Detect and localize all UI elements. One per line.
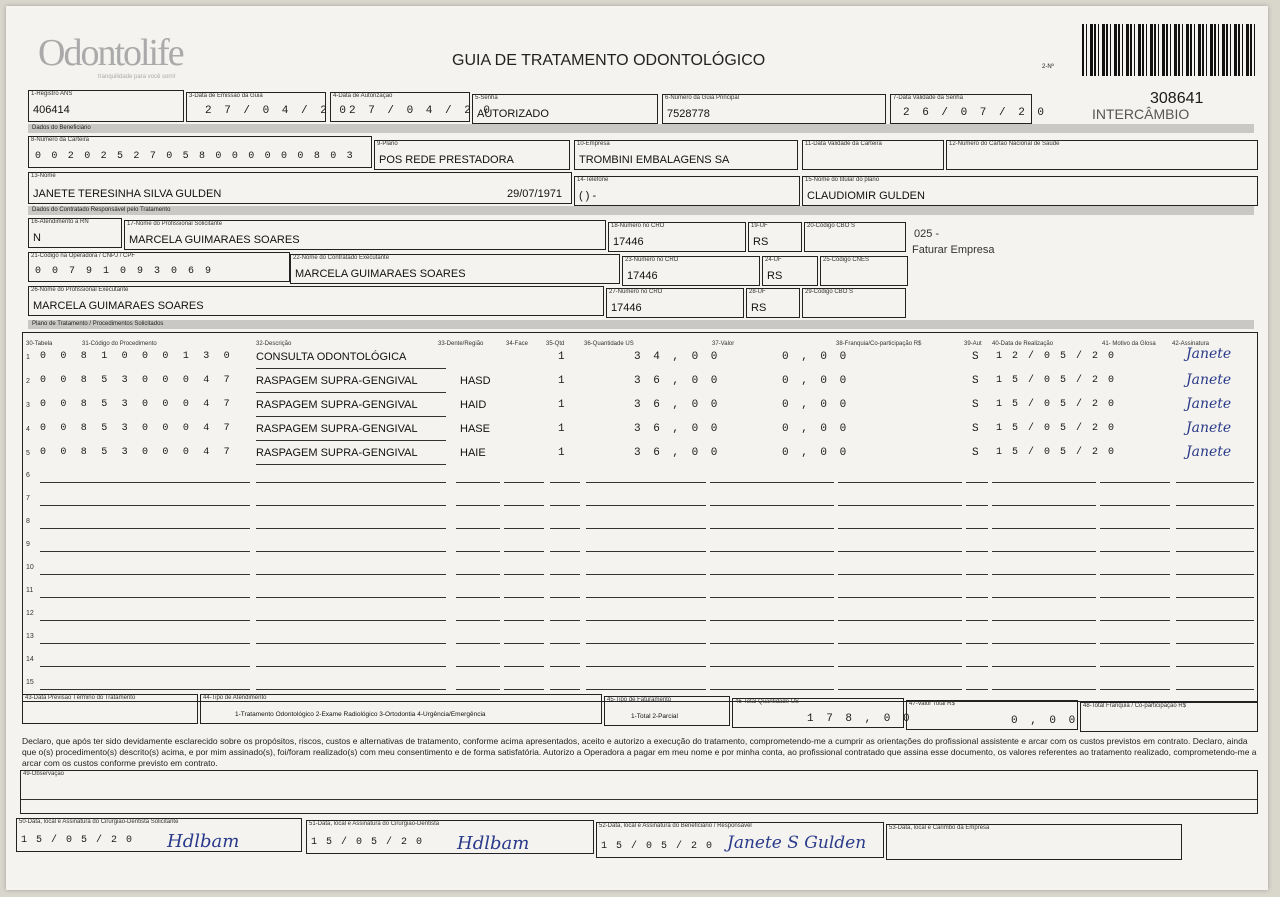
patient-signature: Janete bbox=[1186, 444, 1232, 460]
field-data-emissao[interactable]: 3-Data de Emissão da Guia 2 7 / 0 4 / 2 0 bbox=[186, 92, 326, 122]
field-profissional-executante[interactable]: 26-Nome do Profissional Executante MARCELA GUIMARAES SOARES bbox=[28, 286, 604, 316]
field-empresa[interactable]: 10-Empresa TROMBINI EMBALAGENS SA bbox=[574, 140, 798, 170]
dentist-signature: Hdlbam bbox=[457, 833, 530, 854]
faturamento-note-code: 025 - bbox=[914, 228, 940, 240]
patient-signature: Janete S Gulden bbox=[727, 833, 867, 853]
section-contratado: Dados do Contratado Responsável pelo Tratamento bbox=[28, 206, 1254, 215]
signature-box-empresa[interactable]: 53-Data, local e Carimbo da Empresa bbox=[886, 824, 1182, 860]
field-uf-executante[interactable]: 24-UF RS bbox=[762, 256, 818, 286]
section-plano: Plano de Tratamento / Procedimentos Solicitados bbox=[28, 320, 1254, 329]
field-total-franquia[interactable]: 48-Total Franquia / Co-participação R$ bbox=[1080, 702, 1258, 732]
logo-tagline: tranquilidade para você sorrir bbox=[98, 74, 176, 80]
patient-signature: Janete bbox=[1186, 396, 1232, 412]
form-title: GUIA DE TRATAMENTO ODONTOLÓGICO bbox=[452, 52, 766, 69]
field-tipo-faturamento[interactable]: 45-Tipo de Faturamento 1-Total 2-Parcial bbox=[604, 696, 730, 726]
field-senha[interactable]: 5-Senha AUTORIZADO bbox=[472, 94, 658, 124]
barcode-icon bbox=[1082, 24, 1257, 76]
signature-box-dentista[interactable]: 51-Data, local e Assinatura do Cirurgião-Dentista 1 5 / 0 5 / 2 0 Hdlbam bbox=[306, 820, 594, 854]
field-uf-prof-exec[interactable]: 28-UF RS bbox=[746, 288, 800, 318]
field-registro-ans[interactable]: 1-Registro ANS 406414 bbox=[28, 90, 184, 122]
guide-number: 308641 bbox=[1150, 90, 1204, 107]
field-contratado-executante[interactable]: 22-Nome do Contratado Executante MARCELA GUIMARAES SOARES bbox=[290, 254, 620, 284]
field-valor-total[interactable]: 47-Valor Total R$ 0 , 0 0 bbox=[906, 700, 1078, 730]
field-validade-carteira[interactable]: 11-Data Validade da Carteira bbox=[802, 140, 944, 170]
field-cro-solicitante[interactable]: 18-Número no CRO 17446 bbox=[608, 222, 746, 252]
patient-signature: Janete bbox=[1186, 346, 1232, 362]
field-nome[interactable]: 13-Nome JANETE TERESINHA SILVA GULDEN 29/07/1971 bbox=[28, 172, 572, 204]
odontolife-logo: Odontolife bbox=[38, 32, 183, 74]
field-cns[interactable]: 12-Número do Cartão Nacional de Saúde bbox=[946, 140, 1258, 170]
dentist-signature: Hdlbam bbox=[167, 831, 240, 852]
field-cbo-prof-exec[interactable]: 29-Código CBO S bbox=[802, 288, 906, 318]
field-tipo-atendimento[interactable]: 44-Tipo de Atendimento 1-Tratamento Odontológico 2-Exame Radiológico 3-Ortodontia 4-Urgência/Emergência bbox=[200, 694, 602, 724]
field-uf-solicitante[interactable]: 19-UF RS bbox=[748, 222, 802, 252]
field-total-us[interactable]: 46-Total Quantidade US 1 7 8 , 0 0 bbox=[732, 698, 904, 728]
field-guia-principal[interactable]: 6-Número da Guia Principal 7528778 bbox=[662, 94, 886, 124]
field-observacao[interactable]: 49-Observação bbox=[20, 770, 1258, 814]
guide-no-label: 2-Nº bbox=[1042, 64, 1054, 70]
field-profissional-solicitante[interactable]: 17-Nome do Profissional Solicitante MARCELA GUIMARAES SOARES bbox=[124, 220, 606, 250]
patient-signature: Janete bbox=[1186, 372, 1232, 388]
field-titular[interactable]: 15-Nome do titular do plano CLAUDIOMIR GULDEN bbox=[802, 176, 1258, 206]
field-data-autorizacao[interactable]: 4-Data de Autorização 2 7 / 0 4 / 2 0 bbox=[330, 92, 470, 122]
field-cro-prof-exec[interactable]: 27-Número no CRO 17446 bbox=[606, 288, 744, 318]
patient-signature: Janete bbox=[1186, 420, 1232, 436]
field-cbo-solicitante[interactable]: 20-Código CBO S bbox=[804, 222, 906, 252]
field-previsao-termino[interactable]: 43-Data Previsão Término do Tratamento bbox=[22, 694, 198, 724]
field-plano[interactable]: 9-Plano POS REDE PRESTADORA bbox=[374, 140, 570, 170]
procedures-table bbox=[22, 332, 1258, 702]
field-codigo-operadora[interactable]: 21-Código na Operadora / CNPJ / CPF 0 0 7 9 1 0 9 3 0 6 9 bbox=[28, 252, 290, 282]
field-cro-executante[interactable]: 23-Número no CRO 17446 bbox=[622, 256, 760, 286]
guide-type: INTERCÂMBIO bbox=[1092, 106, 1190, 122]
signature-box-solicitante[interactable]: 50-Data, local e Assinatura do Cirurgião-Dentista Solicitante 1 5 / 0 5 / 2 0 Hdlbam bbox=[16, 818, 302, 852]
faturamento-note: Faturar Empresa bbox=[912, 244, 995, 256]
field-validade-senha[interactable]: 7-Data Validade da Senha 2 6 / 0 7 / 2 0 bbox=[890, 94, 1032, 124]
field-numero-carteira[interactable]: 8-Número da Carteira 0 0 2 0 2 5 2 7 0 5 8 0 0 0 0 0 0 8 0 3 bbox=[28, 136, 372, 168]
signature-box-beneficiario[interactable]: 52-Data, local e Assinatura do Beneficiário / Responsável 1 5 / 0 5 / 2 0 Janete S Gulden bbox=[596, 822, 884, 858]
field-cnes[interactable]: 25-Código CNES bbox=[820, 256, 908, 286]
declaration-text: Declaro, que após ter sido devidamente esclarecido sobre os propósitos, riscos, custos e alternativas de tratamento, conforme acima apresentados, aceito e autorizo a execução do tratamento, comprometendo-me a cumprir as orientações do profissional assistente e arcar com os custos previstos em contrato. Declaro, ainda que o(s) procedimento(s) descrito(s) acima, e por mim assinado(s), foi/foram realizado(s) com meu consentimento e de forma satisfatória. Autorizo a Operadora a pagar em meu nome e por minha conta, ao profissional contratado que assina esse documento, os valores referentes ao tratamento realizado, comprometendo-me a arcar com os custos conforme previsto em contrato. bbox=[22, 736, 1257, 768]
field-atendimento-rn[interactable]: 16-Atendimento a RN N bbox=[28, 218, 122, 248]
guide-form: Odontolife tranquilidade para você sorrir GUIA DE TRATAMENTO ODONTOLÓGICO 2-Nº 308641 INTERCÂMBIO 1-Registro ANS 406414 3-Data de Emissão da Guia 2 7 / 0 4 / 2 0 4-Data de Autorização 2 7 / 0 4 / 2 0 5-Senha AUTORIZADO 6-Número da Guia Principal 7528778 7-Data Validade da Senha 2 6 / 0 7 / 2 0 Dados do Beneficiário 8-Número da Carteira 0 0 2 0 2 5 2 7 0 5 8 0 0 0 0 0 0 8 0 3 9-Plano POS REDE PRESTADORA 10-Empresa TROMBINI EMBALAGENS SA 11-Data Validade da Carteira 12-Número do Cartão Nacional de Saúde 13-Nome JANETE TERESINHA SILVA GULDEN 29/07/1971 14-Telefone ( ) - 15-Nome do titular do plano CLAUDIOMIR GULDEN Dados do Contratado Responsável pelo Tratamento 16-Atendimento a RN N 17-Nome do Profissional Solicitante MARCELA GUIMARAES SOARES 18-Número no CRO 17446 19-UF RS 20-Código CBO S 025 - Faturar Empresa 21-Código na Operadora / CNPJ / CPF 0 0 7 9 1 0 9 3 0 6 9 22-Nome do Contratado Executante MARCELA GUIMARAES SOARES 23-Número no CRO 17446 24-UF RS 25-Código CNES 26-Nome do Profissional Executante MARCELA GUIMARAES SOARES 27-Número no CRO 17446 28-UF RS 29-Código CBO S Plano de Tratamento / Procedimentos Solicitados 30-Tabela 31-Código do Procedimento 32-Descrição 33-Dente/Região 34-Face 35-Qtd 36-Quantidade US 37-Valor 38-Franquia/Co-participação R$ 39-Aut 40-Data de Realização 41- Motivo da Glosa 42-Assinatura 1 0 0 8 1 0 0 0 1 3 0 CONSULTA ODONTOLÓGICA 1 3 4 , 0 0 0 , 0 0 S 1 2 / 0 5 / 2 0 Janete 2 0 0 8 5 3 0 0 0 4 7 RASPAGEM SUPRA-GENGIVAL HASD 1 3 6 , 0 0 0 , 0 0 S 1 5 / 0 5 / 2 0 Janete 3 0 0 8 5 3 0 0 0 4 7 RASPAGEM SUPRA-GENGIVAL HAID 1 3 6 , 0 0 0 , 0 0 S 1 5 / 0 5 / 2 0 Janete 4 0 0 8 5 3 0 0 0 4 7 RASPAGEM SUPRA-GENGIVAL HASE 1 3 6 , 0 0 0 , 0 0 S 1 5 / 0 5 / 2 0 Janete 5 0 0 8 5 3 0 0 0 4 7 RASPAGEM SUPRA-GENGIVAL HAIE 1 3 6 , 0 0 0 , 0 0 S 1 5 / 0 5 / 2 0 Janete 6 7 8 9 10 11 12 13 14 15 43-Data Previsão Término do Tratamento 44-Tipo de Atendimento 1-Tratamento Odontológico 2-Exame Radiológico 3-Ortodontia 4-Urgência/Emergência 45-Tipo de Faturamento 1-Total 2-Parcial 46-Total Quantidade US 1 7 8 , 0 0 47-Valor Total R$ 0 , 0 0 48-Total Franquia / Co-participação R$ Declaro, que após ter sido devidamente esclarecido sobre os propósitos, riscos, custos e alternativas de tratamento, conforme acima apresentados, aceito e autorizo a execução do tratamento, comprometendo-me a cumprir as orientações do profissional assistente e arcar com os custos previstos em contrato. Declaro, ainda que o(s) procedimento(s) descrito(s) acima, e por mim assinado(s), foi/foram realizado(s) com meu consentimento e de forma satisfatória. Autorizo a Operadora a pagar em meu nome e por minha conta, ao profissional contratado que assina esse documento, os valores referentes ao tratamento realizado, comprometendo-me a arcar com os custos conforme previsto em contrato. 49-Observação 50-Data, local e Assinatura do Cirurgião-Dentista Solicitante 1 5 / 0 5 / 2 0 Hdlbam 51-Data, local e Assinatura do Cirurgião-Dentista 1 5 / 0 5 / 2 0 Hdlbam 52-Data, local e Assinatura do Beneficiário / Responsável 1 5 / 0 5 / 2 0 Janete S Gulden 53-Data, local e Carimbo da Empresa bbox=[6, 6, 1268, 890]
section-beneficiario: Dados do Beneficiário bbox=[28, 124, 1254, 133]
birth-date: 29/07/1971 bbox=[507, 188, 563, 200]
field-telefone[interactable]: 14-Telefone ( ) - bbox=[574, 176, 800, 206]
